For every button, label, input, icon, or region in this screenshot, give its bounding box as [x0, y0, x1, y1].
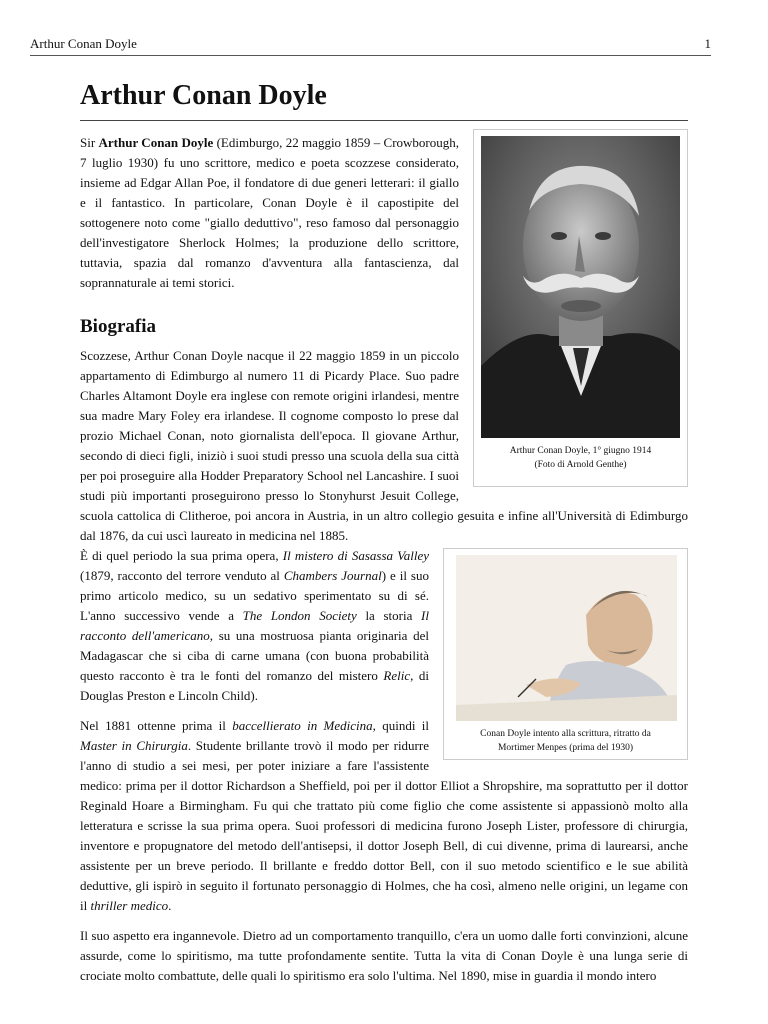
- work-title: Il mistero di Sasassa Valley: [282, 548, 429, 563]
- work-title: Chambers Journal: [283, 568, 382, 583]
- caption-line: (Foto di Arnold Genthe): [534, 460, 627, 470]
- section-heading: Biografia: [80, 316, 156, 337]
- figure-caption: [481, 444, 680, 472]
- italic-term: baccellierato in Medicina: [232, 718, 373, 733]
- article-body: [80, 78, 688, 986]
- text-run: È di quel periodo la sua prima opera,: [80, 548, 283, 563]
- paragraph: Il suo aspetto era ingannevole. Dietro ad un comportamento tranquillo, c'era un uomo dalle forti convinzioni, alcune assurde, come lo spiritismo, ma tutte profondamente sentite. Tutta la vita di Conan Doyle è una lunga serie di crociate molto combattute, delle quali lo spiritismo era solo l'ultima. Nel 1890, mise in guardia il mondo intero: [80, 928, 688, 983]
- paragraph: Scozzese, Arthur Conan Doyle nacque il 22 maggio 1859 in un piccolo appartamento di Edimburgo al numero 11 di Picardy Place. Suo padre Charles Altamont Doyle era inglese con remote origini irlandesi, mentre sua madre Mary Foley era irlandese. Il cognome composto lo prese dal prozio Michael Conan, noto giornalista dell'epoca. Il giovane Arthur, secondo di dieci figli, iniziò i suoi studi presso una scuola della sua città per poi proseguire alla Hodder Preparatory School nel Lancashire. I suoi studi più importanti proseguirono presso lo Stonyhurst Jesuit College, scuola cattolica di Clitheroe, poi ancora in Austria, in un altro collegio gesuita e infine all'Università di Edimburgo dal 1876, da cui uscì laureato in medicina nel 1885.: [80, 348, 688, 543]
- text-run: Nel 1881 ottenne prima il: [80, 718, 233, 733]
- italic-term: Master in Chirurgia: [80, 738, 188, 753]
- writing-portrait-image: [456, 555, 677, 721]
- text-run: , su una mostruosa pianta originaria del Madagascar che si ciba di carne umana (con buona probabilità questo racconto è tra le fonti del romanzo del mistero: [80, 628, 429, 683]
- text-run: .: [168, 898, 172, 913]
- figure-writing-portrait: [443, 548, 688, 760]
- text-run: , quindi il: [372, 718, 429, 733]
- running-header: [30, 36, 711, 56]
- text-run: . Studente brillante trovò il modo per ridurre l'anno di studio a sei mesi, per poter iniziare a fare l'assistente medico: prima per il dottor Richardson a Sheffield, poi per il dottor Elliot a Shropshire, ma soprattutto per il dottor Reginald Hoare a Birmingham. Fu qui che trattato più come figlio che come assistente si appassionò molto alla letteratura e scrisse la sua prima opera. Suoi professori di medicina furono Joseph Lister, professore di chirurgia, inventore e propugnatore del metodo dell'antisepsi, il dottor Joseph Bell, di cui divenne, prima di laurearsi, anche assistente per un breve periodo. Il brillante e freddo dottor Bell, con il suo metodo scientifico e le sue abilità deduttive, gli ispirò in seguito il fortunato personaggio di Holmes, che ha così, almeno nelle origini, un legame con il: [80, 738, 688, 913]
- figure-portrait-photo: [473, 129, 688, 487]
- portrait-photo-image: [481, 136, 680, 438]
- text-run: la storia: [356, 608, 422, 623]
- caption-line: Arthur Conan Doyle, 1° giugno 1914: [509, 446, 652, 456]
- text-run: ) e il suo primo articolo medico, su un sedativo sperimentato su di sé. L'anno successivo vende a: [80, 568, 429, 623]
- text-run: , di Douglas Preston e Lincoln Child).: [80, 668, 429, 703]
- text-run: (1879, racconto del terrore venduto al: [80, 568, 284, 583]
- work-title: The London Society: [242, 608, 357, 623]
- figure-caption: [456, 727, 675, 755]
- running-header-title: Arthur Conan Doyle: [30, 36, 137, 51]
- work-title: Relic: [383, 668, 411, 683]
- intro-text: Sir: [80, 135, 99, 150]
- subject-name: Arthur Conan Doyle: [98, 135, 214, 150]
- caption-line: Mortimer Menpes (prima del 1930): [497, 743, 634, 753]
- page-number: 1: [704, 36, 711, 51]
- work-title: Il racconto dell'americano: [80, 608, 429, 643]
- article-title: Arthur Conan Doyle: [80, 78, 688, 121]
- intro-text: (Edimburgo, 22 maggio 1859 – Crowborough, 7 luglio 1930) fu uno scrittore, medico e poeta scozzese considerato, insieme ad Edgar Allan Poe, il fondatore di due generi letterari: il giallo e il fantastico. In particolare, Conan Doyle è il capostipite del sottogenere noto come "giallo deduttivo", reso famoso dal personaggio dell'investigatore Sherlock Holmes; la produzione dello scrittore, tuttavia, spazia dal romanzo d'avventura alla fantascienza, dal soprannaturale ai temi storici.: [80, 135, 459, 290]
- caption-line: Conan Doyle intento alla scrittura, ritratto da: [480, 729, 651, 739]
- italic-term: thriller medico: [90, 898, 169, 913]
